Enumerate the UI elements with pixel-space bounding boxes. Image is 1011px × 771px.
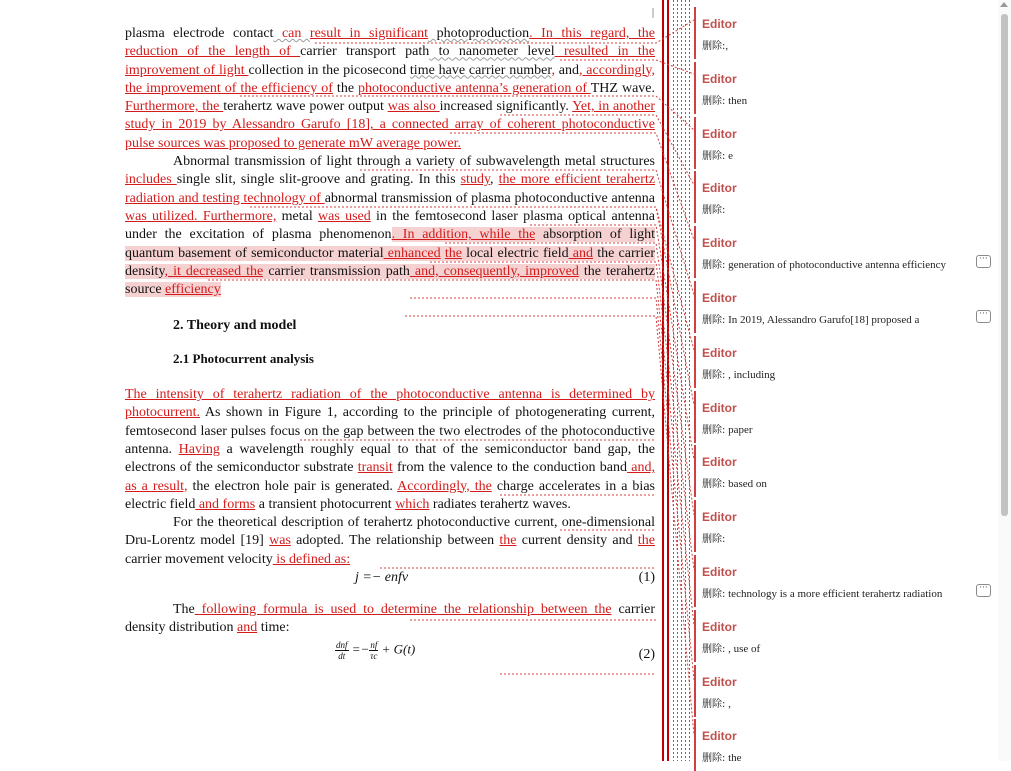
comment-card[interactable] [694, 117, 996, 169]
deletion-label: 删除: [702, 698, 726, 710]
comment-author: Editor [702, 565, 737, 579]
text-run: time: [257, 620, 290, 636]
insertion[interactable]: includes [125, 172, 177, 188]
paragraph-intro[interactable] [125, 25, 655, 153]
comment-text [702, 749, 966, 764]
text-run: to nanometer level [429, 44, 555, 60]
deleted-text: paper [725, 423, 753, 436]
insertion[interactable]: which [395, 496, 430, 512]
comment-author: Editor [702, 291, 737, 305]
insertion[interactable]: Accordingly, the [397, 478, 492, 494]
crop-mark-top-right [652, 8, 662, 18]
comment-author: Editor [702, 236, 737, 251]
scrollbar-thumb[interactable] [1001, 14, 1008, 516]
equation-2[interactable] [125, 640, 655, 670]
insertion[interactable]: and, as a result, [125, 460, 655, 494]
insertion[interactable]: study [460, 172, 491, 188]
comment-card[interactable] [694, 226, 996, 278]
vertical-scrollbar[interactable] [998, 0, 1011, 761]
comments-pane[interactable] [694, 0, 998, 765]
text-run-highlighted: the carrier density [125, 245, 656, 279]
comment-text [702, 695, 966, 710]
deleted-text: technology is a more efficient terahertz radiation [725, 588, 943, 600]
text-run: metal [276, 208, 319, 224]
insertion[interactable]: was also [387, 99, 440, 115]
insertion[interactable]: following formula is used to determine the relationship between the [194, 602, 612, 618]
comment-text [702, 256, 966, 271]
deleted-text: e [725, 149, 734, 162]
more-options-icon[interactable]: ··· [976, 255, 991, 268]
comment-text [702, 147, 966, 162]
comment-text [702, 92, 966, 107]
crop-mark-top-left [114, 8, 124, 18]
text-run: radiates terahertz waves. [429, 496, 571, 512]
insertion[interactable]: the [637, 533, 655, 549]
comment-card[interactable] [694, 336, 996, 388]
insertion[interactable]: was used [318, 208, 371, 224]
text-run: the electron hole pair is generated. [187, 478, 398, 494]
paragraph-photocurrent[interactable] [125, 386, 655, 514]
more-options-icon[interactable]: ··· [976, 584, 991, 597]
comment-author: Editor [702, 400, 737, 415]
text-run: the [332, 80, 359, 96]
equation-1-number: (1) [638, 570, 655, 586]
paragraph-abnormal-transmission[interactable] [125, 153, 655, 299]
comment-text [702, 37, 966, 52]
equation-2-number: (2) [638, 646, 655, 662]
leader-dots [677, 0, 678, 761]
leader-dots [673, 0, 674, 761]
leader-dots [689, 0, 690, 761]
insertion[interactable]: is defined as: [272, 551, 351, 567]
section-heading: 2. Theory and model [173, 318, 297, 334]
insertion[interactable]: the [499, 533, 517, 549]
insertion-highlighted[interactable]: . In addition, while the [391, 227, 536, 243]
comment-text [702, 585, 966, 600]
insertion[interactable]: , accordingly, the improvement of the efficiency of [125, 62, 655, 96]
comment-author: Editor [702, 17, 737, 31]
text-run: carrier density distribution [125, 602, 655, 636]
eq2-operator: =− [351, 641, 370, 657]
text-run: , [490, 172, 499, 188]
insertion[interactable]: . In this regard, the reduction of the length of [125, 26, 656, 60]
deletion-label: 删除: [702, 424, 726, 436]
text-run-highlighted: carrier transmission path [263, 263, 410, 279]
eq2-numerator: dnf [336, 639, 348, 650]
deletion-label: 删除: [702, 41, 726, 52]
equation-1[interactable] [125, 569, 655, 589]
deleted-text: generation of photoconductive antenna efficiency [725, 259, 946, 272]
deletion-label: 删除: [702, 753, 726, 765]
text-run: single slit, single slit-groove and grating. In this [176, 172, 461, 188]
text-run: abnormal transmission of plasma photoconductive antenna [324, 190, 655, 206]
insertion-highlighted[interactable]: and, consequently, improved [409, 263, 579, 279]
text-run: in the femtosecond laser plasma optical antenna under the excitation of plasma phenomenon [125, 208, 655, 243]
eq2-denominator: dt [338, 650, 346, 661]
comment-card[interactable] [694, 281, 996, 333]
text-run-highlighted: absorption of light quantum basement of semiconductor material [125, 227, 655, 261]
change-bar [667, 0, 669, 761]
comment-card[interactable] [694, 391, 996, 443]
comment-card[interactable] [694, 62, 996, 114]
deletion-label: 删除: [702, 534, 726, 546]
deletion-label: 删除: [702, 315, 726, 326]
deleted-text: , [725, 40, 729, 52]
comment-card[interactable] [694, 171, 996, 223]
comment-author: Editor [702, 455, 737, 470]
insertion[interactable]: , [551, 62, 555, 78]
text-run: and [554, 62, 579, 78]
comment-card[interactable] [694, 555, 996, 607]
text-run: plasma electrode contact [125, 26, 274, 41]
text-run: photoproduction [428, 26, 530, 41]
more-options-icon[interactable]: ··· [976, 310, 991, 323]
comment-text [702, 640, 966, 655]
insertion-highlighted[interactable]: enhanced [383, 245, 441, 261]
text-run-highlighted: local electric field [461, 245, 569, 261]
paragraph-dru-lorentz[interactable] [125, 514, 655, 569]
insertion[interactable]: resulted in the improvement of light [125, 44, 656, 78]
leader-dots [681, 0, 682, 761]
text-run: THZ wave. [590, 80, 656, 96]
text-run: The [173, 602, 195, 618]
change-bar-column [662, 0, 694, 761]
insertion[interactable]: transit [357, 460, 393, 476]
text-run: charge accelerates in a bias electric field [125, 478, 655, 512]
comment-author: Editor [702, 729, 737, 744]
deletion-label: 删除: [702, 369, 726, 381]
insertion-highlighted[interactable]: , it decreased the [164, 263, 264, 279]
insertion[interactable]: and [237, 620, 258, 636]
deleted-text: , including [725, 368, 776, 381]
eq2-denominator: τc [370, 650, 378, 661]
text-run: a wavelength roughly equal to that of the semiconductor band gap, the electrons of the semiconductor substrate [125, 441, 656, 476]
deleted-text: the [725, 752, 742, 765]
comment-card[interactable] [694, 445, 996, 497]
text-run: carrier transport path [300, 44, 430, 60]
comment-text [702, 366, 966, 381]
text-run: carrier movement velocity [125, 551, 273, 567]
text-run: terahertz wave power output [223, 99, 388, 115]
comment-author: Editor [702, 126, 737, 141]
deletion-label: 删除: [702, 260, 726, 272]
text-run: As shown in Figure 1, according to the principle of photogenerating current, femtosecond laser pulses focus on the gap between the two electrodes of the photoconductive antenna. [125, 405, 655, 457]
eq2-numerator: nf [370, 639, 378, 650]
leader-dots [685, 0, 686, 761]
equation-2-formula [335, 640, 415, 661]
comment-author: Editor [702, 510, 737, 525]
subsection-heading: 2.1 Photocurrent analysis [173, 350, 314, 366]
text-run: a transient photocurrent [255, 496, 396, 512]
deleted-text: , [725, 697, 731, 710]
insertion[interactable]: was [269, 533, 291, 549]
text-run: from the valence to the conduction band [392, 460, 628, 476]
comment-author: Editor [702, 71, 737, 86]
comment-card[interactable] [694, 719, 996, 771]
deleted-text: , use of [725, 642, 761, 655]
deletion-label: 删除: [702, 643, 726, 655]
insertion-highlighted[interactable]: the [444, 245, 462, 261]
text-run: For the theoretical description of terahertz photoconductive current, one-dimensional Dru-Lorentz model [19] [125, 515, 655, 549]
text-run: collection in the picosecond [248, 62, 410, 78]
comment-card[interactable] [694, 500, 996, 552]
text-run: adopted. The relationship between [290, 533, 500, 549]
comment-author: Editor [702, 345, 737, 360]
comment-text [702, 311, 966, 326]
insertion[interactable]: was utilized. Furthermore, [125, 208, 277, 224]
text-run-highlighted: the terahertz source [125, 263, 656, 298]
comment-text [702, 530, 966, 545]
insertion[interactable]: the more efficient terahertz radiation and testing technology of [125, 172, 655, 206]
insertion-highlighted[interactable]: and [568, 245, 594, 261]
insertion[interactable]: Yet, in another study in 2019 by Alessandro Garufo [18], a connected array of coherent photoconductive pulse sources was proposed to generate mW average power. [125, 99, 655, 151]
scroll-up-arrow-icon[interactable] [1000, 2, 1008, 7]
insertion[interactable]: result in significant [309, 26, 429, 41]
text-run: current density and [516, 533, 638, 549]
comment-author: Editor [702, 181, 737, 196]
insertion[interactable]: The intensity of terahertz radiation of the photoconductive antenna is determined by photocurrent. [125, 387, 655, 421]
eq2-tail: + G(t) [381, 641, 416, 657]
deletion-label: 删除: [702, 589, 726, 600]
comment-text [702, 201, 966, 216]
insertion[interactable]: and forms [195, 496, 256, 512]
text-run: increased significantly. [439, 99, 573, 115]
comment-text [702, 421, 966, 436]
deletion-label: 删除: [702, 95, 726, 107]
paragraph-carrier-density[interactable] [125, 601, 655, 638]
deletion-label: 删除: [702, 479, 726, 491]
deleted-text: then [725, 94, 748, 107]
insertion[interactable]: Having [178, 441, 220, 457]
comment-card[interactable] [694, 7, 996, 59]
deletion-label: 删除: [702, 150, 726, 162]
deleted-text: based on [725, 478, 767, 491]
change-bar [662, 0, 664, 761]
comment-author: Editor [702, 619, 737, 634]
insertion-highlighted[interactable]: efficiency [165, 282, 221, 298]
insertion[interactable]: can [273, 26, 310, 41]
insertion[interactable]: photoconductive antenna’s generation of [358, 80, 591, 96]
comment-text [702, 475, 966, 490]
text-run: time have carrier number [409, 62, 552, 78]
comment-card[interactable] [694, 610, 996, 662]
text-run: Abnormal transmission of light through a variety of subwavelength metal structures [173, 154, 655, 170]
deleted-text: In 2019, Alessandro Garufo[18] proposed a [725, 314, 920, 326]
insertion[interactable]: Furthermore, the [125, 99, 224, 115]
equation-1-formula: j =− enfv [355, 570, 409, 586]
deletion-label: 删除: [702, 205, 726, 217]
document-body[interactable] [125, 25, 655, 670]
comment-author: Editor [702, 674, 737, 689]
comment-card[interactable] [694, 665, 996, 717]
